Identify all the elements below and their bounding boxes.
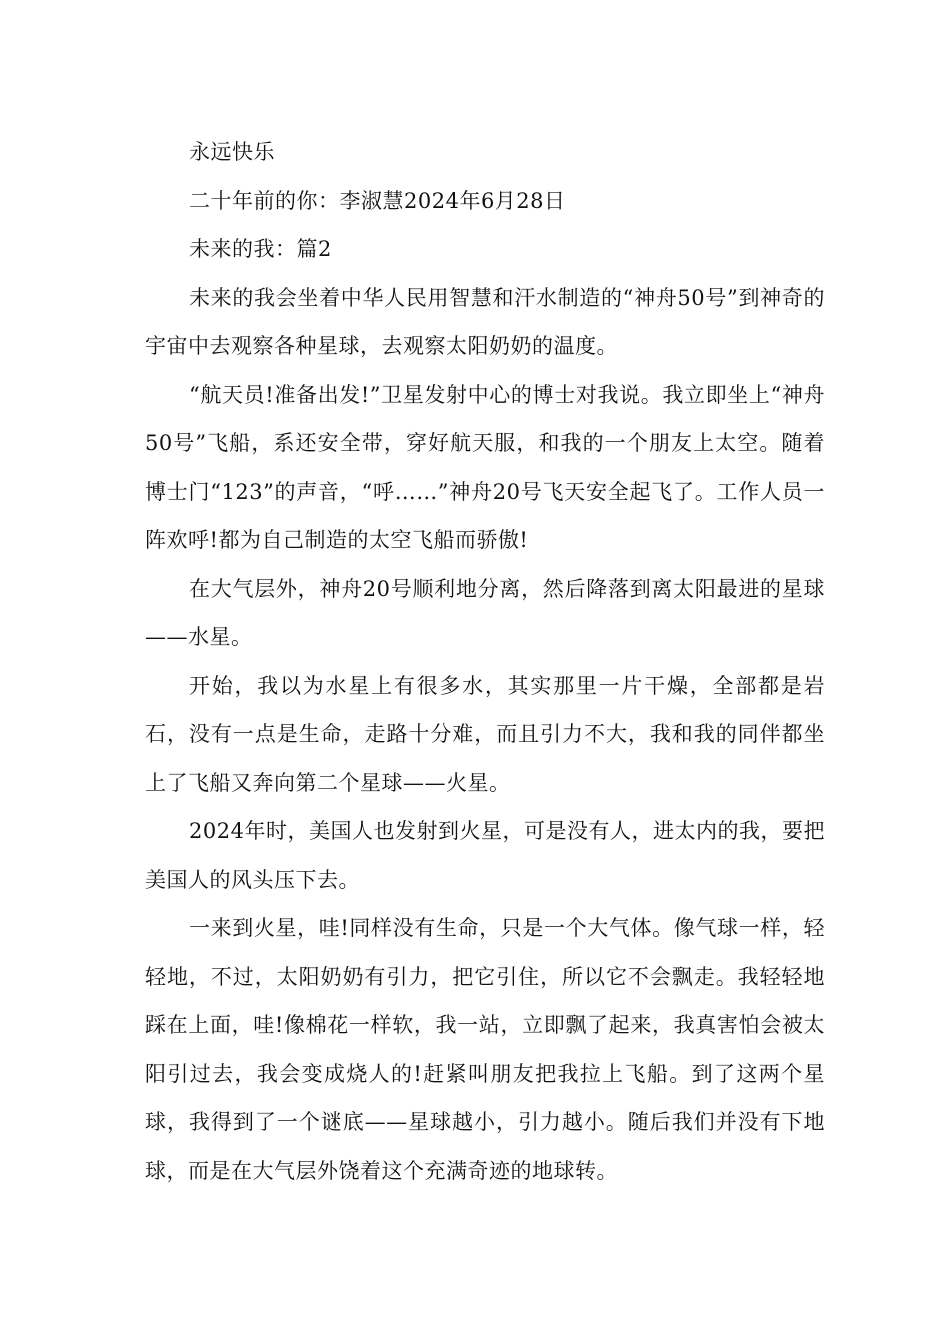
paragraph-2024: 2024年时，美国人也发射到火星，可是没有人，进太内的我，要把美国人的风头压下去。 — [145, 819, 825, 892]
paragraph-launch: “航天员!准备出发!”卫星发射中心的博士对我说。我立即坐上“神舟50号”飞船，系还安全带，穿好航天服，和我的一个朋友上太空。随着博士门“123”的声音，“呼……”神舟20号飞天安全起飞了。工作人员一阵欢呼!都为自己制造的太空飞船而骄傲! — [145, 382, 825, 552]
document-body — [145, 128, 825, 1195]
signature-date-line: 二十年前的你：李淑慧2024年6月28日 — [189, 188, 566, 213]
section-heading: 未来的我：篇2 — [189, 237, 332, 261]
paragraph-mercury-surface: 开始，我以为水星上有很多水，其实那里一片干燥，全部都是岩石，没有一点是生命，走路十分难，而且引力不大，我和我的同伴都坐上了飞船又奔向第二个星球——火星。 — [145, 673, 825, 795]
closing-line: 永远快乐 — [189, 140, 275, 164]
paragraph-intro: 未来的我会坐着中华人民用智慧和汗水制造的“神舟50号”到神奇的宇宙中去观察各种星球，去观察太阳奶奶的温度。 — [145, 285, 825, 358]
paragraph-mars: 一来到火星，哇!同样没有生命，只是一个大气体。像气球一样，轻轻地，不过，太阳奶奶有引力，把它引住，所以它不会飘走。我轻轻地踩在上面，哇!像棉花一样软，我一站，立即飘了起来，我真害怕会被太阳引过去，我会变成烧人的!赶紧叫朋友把我拉上飞船。到了这两个星球，我得到了一个谜底——星球越小，引力越小。随后我们并没有下地球，而是在大气层外饶着这个充满奇迹的地球转。 — [145, 916, 825, 1183]
paragraph-mercury-arrival: 在大气层外，神舟20号顺利地分离，然后降落到离太阳最进的星球——水星。 — [145, 576, 825, 649]
